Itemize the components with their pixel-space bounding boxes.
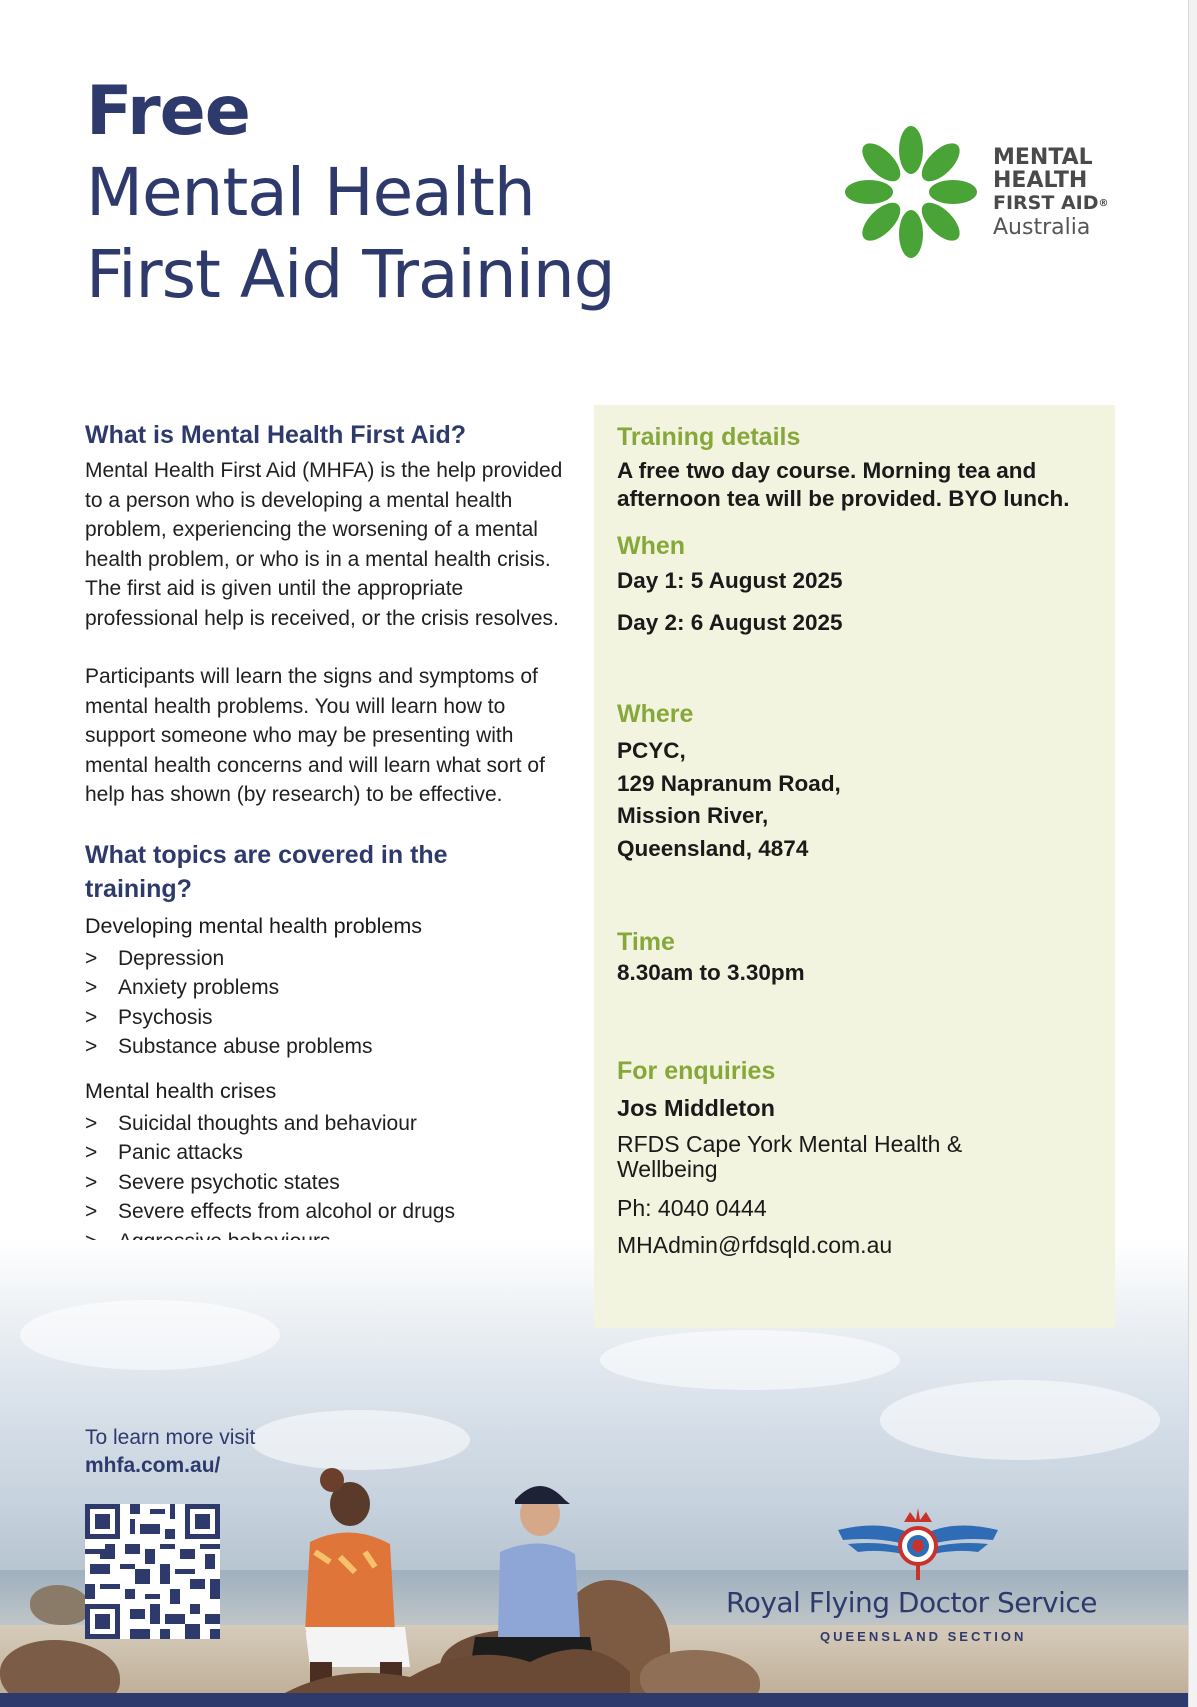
- bullet-chevron-icon: >: [85, 1005, 98, 1029]
- enquiries-heading: For enquiries: [617, 1057, 776, 1085]
- time-text: 8.30am to 3.30pm: [617, 960, 805, 985]
- what-is-mhfa-paragraph-1: Mental Health First Aid (MHFA) is the help provided to a person who is developing a mental health problem, experiencing the worsening of a mental health problem, or who is in a mental health crisis. The first aid is given until the appropriate professional help is received, or the crisis resolves.: [85, 459, 563, 630]
- rock-shape: [30, 1585, 90, 1625]
- developing-heading: Developing mental health problems: [85, 913, 423, 938]
- contact-name: Jos Middleton: [617, 1095, 775, 1121]
- bullet-chevron-icon: >: [85, 946, 98, 970]
- learn-more-link[interactable]: mhfa.com.au/: [85, 1454, 221, 1477]
- topics-heading: What topics are covered in the training?: [85, 840, 448, 903]
- mhfa-logo-line4: Australia: [993, 215, 1091, 240]
- day-1: Day 1: 5 August 2025: [617, 568, 843, 593]
- cloud-shape: [600, 1330, 900, 1390]
- learn-more-text: To learn more visit: [85, 1426, 256, 1449]
- list-item: [85, 944, 575, 974]
- time-heading: Time: [617, 928, 675, 956]
- title-free: Free: [86, 72, 250, 151]
- cap-icon: [515, 1486, 570, 1504]
- rfds-logo: [718, 1500, 1118, 1650]
- registered-mark: ®: [1098, 198, 1109, 209]
- bullet-chevron-icon: >: [85, 1141, 98, 1164]
- bottom-bar: [0, 1693, 1188, 1707]
- rfds-section: QUEENSLAND SECTION: [820, 1629, 1027, 1644]
- list-item-label: Depression: [118, 946, 225, 970]
- person-hair: [320, 1468, 344, 1492]
- list-item: [85, 973, 575, 1003]
- mhfa-logo: [845, 126, 1115, 266]
- where-line: 129 Napranum Road,: [617, 770, 841, 796]
- list-item-label: Severe psychotic states: [118, 1170, 340, 1194]
- qr-code[interactable]: [85, 1504, 220, 1639]
- where-line: Mission River,: [617, 803, 769, 828]
- day-2: Day 2: 6 August 2025: [617, 610, 843, 635]
- list-item: [85, 1109, 575, 1139]
- list-item: [85, 1032, 575, 1062]
- cloud-shape: [880, 1380, 1160, 1460]
- when-heading: When: [617, 532, 686, 560]
- bullet-chevron-icon: >: [85, 1200, 98, 1223]
- mhfa-logo-line3: [993, 192, 1108, 215]
- title-line-2: First Aid Training: [86, 236, 615, 313]
- crises-heading: Mental health crises: [85, 1078, 277, 1103]
- what-is-mhfa-paragraph-2: Participants will learn the signs and symptoms of mental health problems. You will learn how to support someone who may be presenting with mental health concerns and will learn what sort of help has shown (by research) to be effective.: [85, 665, 545, 806]
- bullet-chevron-icon: >: [85, 1111, 98, 1135]
- crises-list: [85, 1109, 575, 1257]
- page-edge: [1188, 0, 1197, 1707]
- person-shorts: [305, 1627, 410, 1667]
- training-details-content: [617, 420, 1097, 1258]
- list-item-label: Substance abuse problems: [118, 1035, 373, 1058]
- bullet-chevron-icon: >: [85, 1035, 98, 1058]
- mhfa-logo-line1: MENTAL: [993, 145, 1093, 170]
- where-heading: Where: [617, 700, 694, 728]
- rfds-wings-icon: [718, 1500, 1118, 1590]
- list-item-label: Panic attacks: [118, 1141, 243, 1164]
- cloud-shape: [250, 1410, 470, 1470]
- mhfa-logo-first-aid: FIRST AID: [993, 192, 1099, 214]
- title-line-1: Mental Health: [86, 154, 535, 231]
- bullet-chevron-icon: >: [85, 1170, 98, 1194]
- mhfa-logo-line2: HEALTH: [993, 168, 1088, 193]
- contact-phone: Ph: 4040 0444: [617, 1195, 767, 1221]
- training-details-text: A free two day course. Morning tea and afternoon tea will be provided. BYO lunch.: [617, 458, 1070, 511]
- rfds-name: Royal Flying Doctor Service: [726, 1586, 1097, 1619]
- training-details-panel: [594, 405, 1115, 1328]
- list-item: [85, 1003, 575, 1033]
- where-line: Queensland, 4874: [617, 835, 809, 861]
- learn-more: [85, 1424, 255, 1480]
- person-shirt: [305, 1532, 395, 1632]
- page-title: [86, 72, 615, 316]
- list-item-label: Suicidal thoughts and behaviour: [118, 1111, 417, 1135]
- left-column: [85, 418, 575, 1256]
- contact-email[interactable]: MHAdmin@rfdsqld.com.au: [617, 1232, 893, 1258]
- cloud-shape: [20, 1300, 280, 1370]
- people-on-rocks-photo: [270, 1462, 630, 1702]
- list-item: [85, 1138, 575, 1168]
- list-item: [85, 1197, 575, 1227]
- list-item-label: Psychosis: [118, 1005, 213, 1029]
- bullet-chevron-icon: >: [85, 976, 98, 999]
- list-item: [85, 1168, 575, 1198]
- green-flower-icon: [845, 126, 980, 261]
- training-details-heading: Training details: [617, 423, 801, 451]
- contact-organisation: RFDS Cape York Mental Health & Wellbeing: [617, 1131, 963, 1182]
- person-shirt: [498, 1543, 580, 1637]
- what-is-mhfa-heading: What is Mental Health First Aid?: [85, 421, 467, 449]
- qr-code-icon: [85, 1504, 220, 1639]
- list-item-label: Anxiety problems: [118, 976, 280, 999]
- developing-list: [85, 944, 575, 1062]
- where-address: [617, 735, 1097, 865]
- mhfa-logo-text: [993, 146, 1108, 241]
- where-line: PCYC,: [617, 738, 686, 763]
- list-item-label: Severe effects from alcohol or drugs: [118, 1200, 455, 1223]
